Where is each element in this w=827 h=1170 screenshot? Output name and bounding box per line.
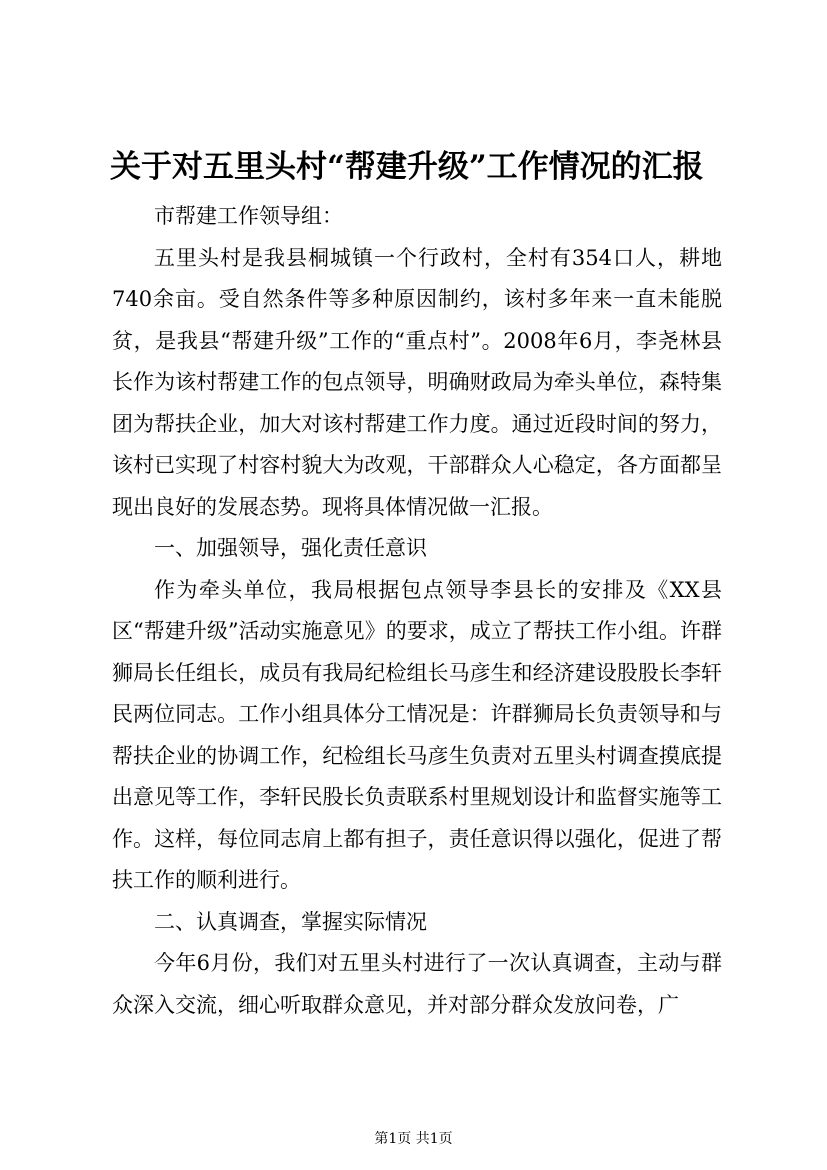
paragraph-section-1: 作为牵头单位，我局根据包点领导李县长的安排及《XX县区“帮建升级”活动实施意见》的要求，成立了帮扶工作小组。许群狮局长任组长，成员有我局纪检组长马彦生和经济建设股股长李轩民两位同志。工作小组具体分工情况是：许群狮局长负责领导和与帮扶企业的协调工作，纪检组长马彦生负责对五里头村调查摸底提出意见等工作，李轩民股长负责联系村里规划设计和监督实施等工作。这样，每位同志肩上都有担子，责任意识得以强化，促进了帮扶工作的顺利进行。: [112, 577, 722, 892]
salutation: 市帮建工作领导组：: [154, 204, 343, 228]
document-body: [112, 196, 722, 1026]
paragraph-section-2: 今年6月份，我们对五里头村进行了一次认真调查，主动与群众深入交流，细心听取群众意见，并对部分群众发放问卷，广: [112, 951, 722, 1017]
section-heading-1: 一、加强领导，强化责任意识: [154, 536, 427, 560]
section-heading-2: 二、认真调查，掌握实际情况: [154, 909, 427, 934]
paragraph-intro: 五里头村是我县桐城镇一个行政村，全村有354口人，耕地740余亩。受自然条件等多种原因制约，该村多年来一直未能脱贫，是我县“帮建升级”工作的“重点村”。2008年6月，李尧林县长作为该村帮建工作的包点领导，明确财政局为牵头单位，森特集团为帮扶企业，加大对该村帮建工作力度。通过近段时间的努力，该村已实现了村容村貌大为改观，干部群众人心稳定，各方面都呈现出良好的发展态势。现将具体情况做一汇报。: [112, 245, 722, 519]
document-title: 关于对五里头村“帮建升级”工作情况的汇报: [110, 149, 704, 185]
page-footer: 第1页 共1页: [374, 1131, 453, 1147]
